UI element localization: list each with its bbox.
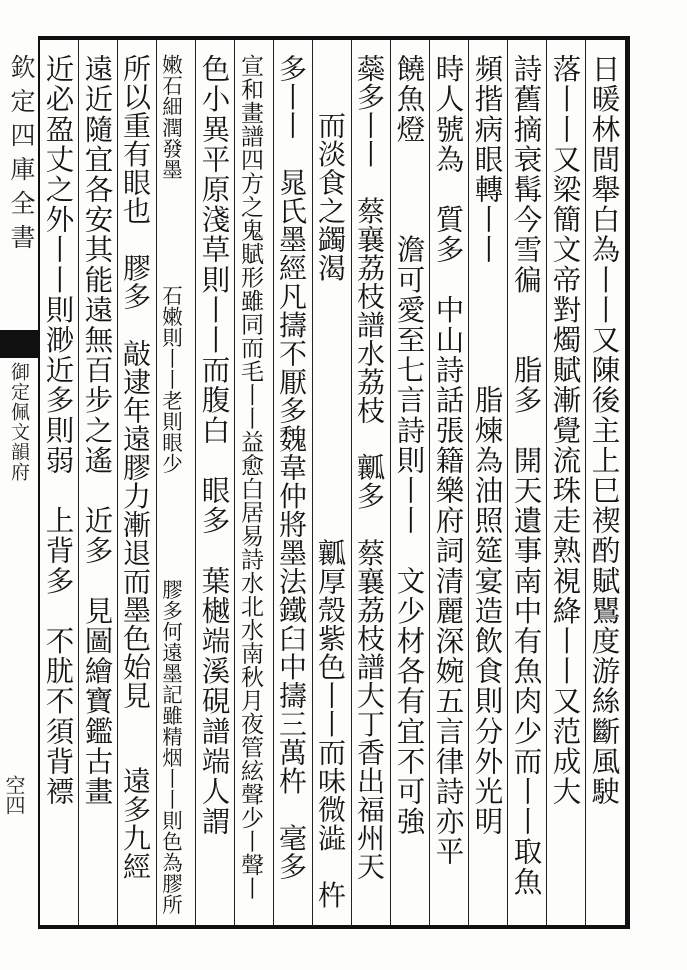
text-column: 日暖林間舉白為丨丨又陳後主上巳禊酌賦鸎度游絲斷風駛 bbox=[587, 54, 621, 807]
text-column: 而淡食之蠲渴 瓤厚殼紫色丨丨而味微澁 杵 bbox=[314, 54, 347, 909]
column-rule bbox=[351, 40, 352, 925]
book-subtitle: 御定佩文韻府 bbox=[8, 362, 30, 482]
column-rule bbox=[312, 40, 313, 925]
column-rule bbox=[507, 40, 508, 925]
text-column: 落丨丨又梁簡文帝對燭賦漸覺流珠走熟視絳丨丨又范成大 bbox=[548, 54, 582, 807]
text-column: 宣和畫譜四方之鬼賦形雖同而毛丨丨益愈白居易詩水北水南秋月夜管絃聲少丨聲丨 bbox=[237, 54, 263, 900]
column-rule bbox=[546, 40, 547, 925]
text-column: 詩舊摘衰髯今雪徧 脂多 開天遺事南中有魚肉少而丨丨取魚 bbox=[509, 54, 543, 897]
text-column: 蘂多丨丨 蔡襄荔枝譜水荔枝 瓤多 蔡襄荔枝譜大丁香出福州天 bbox=[353, 54, 386, 881]
text-column: 色小異平原淺草則丨丨而腹白 眼多 葉樾端溪硯譜端人謂 bbox=[197, 54, 231, 837]
column-rule bbox=[390, 40, 391, 925]
text-column: 時人號為 質多 中山詩話張籍樂府詞清麗深婉五言律詩亦平 bbox=[431, 54, 465, 867]
folio-number: 空四 bbox=[2, 775, 26, 815]
column-rule bbox=[585, 40, 586, 925]
page-spine bbox=[0, 40, 38, 930]
fishtail-mark bbox=[0, 330, 38, 358]
text-column: 近必盈丈之外丨丨則渺近多則弱 上背多 不肬不須背褾 bbox=[41, 54, 75, 807]
column-rule bbox=[117, 40, 118, 925]
column-rule bbox=[468, 40, 469, 925]
column-rule bbox=[156, 40, 157, 925]
text-column: 多丨丨 晁氏墨經凡擣不厭多魏韋仲將墨法鐵臼中擣三萬杵 毫多 bbox=[275, 54, 308, 881]
text-frame bbox=[38, 36, 630, 929]
text-column: 遠近隨宜各安其能遠無百步之遙 近多 見圖繪寶鑑古畫 bbox=[80, 54, 114, 807]
text-column: 饒魚燈 澹可愛至七言詩則丨丨 文少材各有宜不可強 bbox=[392, 54, 426, 837]
column-rule bbox=[78, 40, 79, 925]
column-rule bbox=[234, 40, 235, 925]
column-rule bbox=[429, 40, 430, 925]
column-rule bbox=[273, 40, 274, 925]
column-rule bbox=[195, 40, 196, 925]
text-column: 頻揩病眼轉丨丨 脂煉為油照筵宴造飲食則分外光明 bbox=[470, 54, 504, 837]
text-column: 嫩石細潤發墨 石嫩則丨丨老則眼少 膠多何遠墨記雖精烟丨丨則色為膠所 bbox=[158, 54, 183, 915]
book-title: 欽定四庫全書 bbox=[7, 54, 36, 258]
text-column: 所以重有眼也 膠多 敲逮年遠膠力漸退而墨色始見 遠多九經 bbox=[119, 54, 152, 881]
